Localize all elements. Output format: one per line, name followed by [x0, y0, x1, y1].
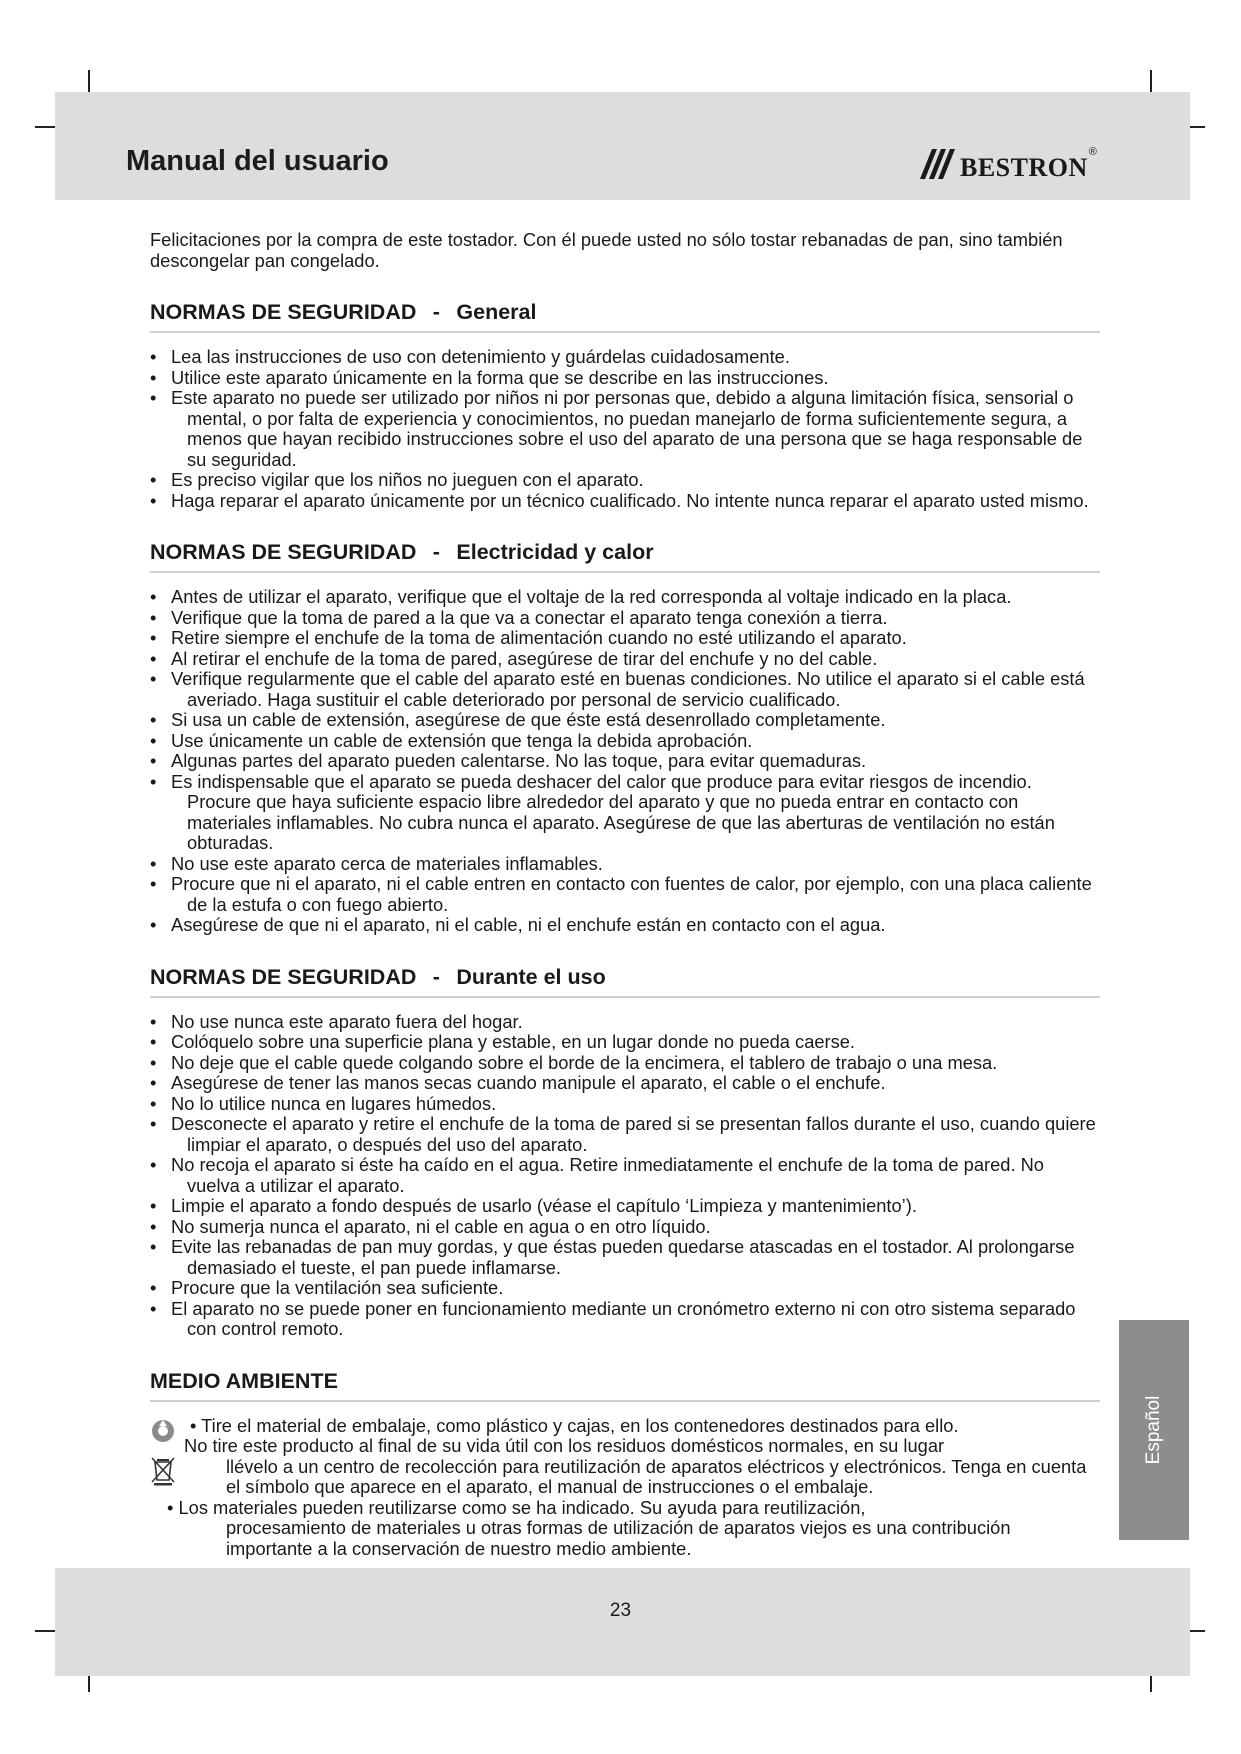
- list-item: • Lea las instrucciones de uso con detenimiento y guárdelas cuidadosamente.: [150, 347, 1100, 368]
- brand-registered-mark: ®: [1088, 146, 1097, 158]
- section-general: [150, 299, 1100, 511]
- list-item: • Al retirar el enchufe de la toma de pared, asegúrese de tirar del enchufe y no del cable.: [150, 649, 1100, 670]
- manual-content: [150, 230, 1100, 1559]
- list-item: • Verifique que la toma de pared a la que va a conectar el aparato tenga conexión a tierra.: [150, 608, 1100, 629]
- section-title: NORMAS DE SEGURIDAD - General: [150, 299, 1100, 333]
- section-title: NORMAS DE SEGURIDAD - Electricidad y calor: [150, 539, 1100, 573]
- brand-logo: [918, 140, 1097, 188]
- list-item: • Retire siempre el enchufe de la toma de alimentación cuando no esté utilizando el aparato.: [150, 628, 1100, 649]
- footer-band: [55, 1568, 1190, 1676]
- section-title: NORMAS DE SEGURIDAD - Durante el uso: [150, 964, 1100, 998]
- recycle-icon: [150, 1418, 176, 1444]
- rule-list: [150, 587, 1100, 936]
- section-electricity: [150, 539, 1100, 936]
- list-item: • Asegúrese de tener las manos secas cuando manipule el aparato, el cable o el enchufe.: [150, 1073, 1100, 1094]
- list-item: • No deje que el cable quede colgando sobre el borde de la encimera, el tablero de trabajo o una mesa.: [150, 1053, 1100, 1074]
- list-item: • Evite las rebanadas de pan muy gordas, y que éstas pueden quedarse atascadas en el tostador. Al prolongarse demasiado el tueste, el pan puede inflamarse.: [150, 1237, 1100, 1278]
- list-item: • Algunas partes del aparato pueden calentarse. No las toque, para evitar quemaduras.: [150, 751, 1100, 772]
- list-item: • Si usa un cable de extensión, asegúrese de que éste está desenrollado completamente.: [150, 710, 1100, 731]
- list-item: • Es indispensable que el aparato se pueda deshacer del calor que produce para evitar riesgos de incendio. Procure que haya suficiente espacio libre alrededor del aparato y que no pueda entrar en contacto con materiales inflamables. No cubra nunca el aparato. Asegúrese de que las aberturas de ventilación no están obturadas.: [150, 772, 1100, 854]
- list-item: • Asegúrese de que ni el aparato, ni el cable, ni el enchufe están en contacto con el agua.: [150, 915, 1100, 936]
- list-item: • No sumerja nunca el aparato, ni el cable en agua o en otro líquido.: [150, 1217, 1100, 1238]
- language-tab-label: Español: [1143, 1395, 1164, 1465]
- list-item: • No use este aparato cerca de materiales inflamables.: [150, 854, 1100, 875]
- brand-name: bestron: [960, 143, 1088, 185]
- environment-icons: [150, 1418, 180, 1491]
- list-item: • Procure que la ventilación sea suficiente.: [150, 1278, 1100, 1299]
- environment-text: [150, 1416, 1100, 1560]
- environment-line: • Tire el material de embalaje, como plástico y cajas, en los contenedores destinados para ello.: [190, 1414, 959, 1436]
- environment-line: No tire este producto al final de su vida útil con los residuos domésticos normales, en su lugar: [184, 1435, 945, 1456]
- rule-list: [150, 1012, 1100, 1340]
- section-during-use: [150, 964, 1100, 1340]
- environment-line: llévelo a un centro de recolección para reutilización de aparatos eléctricos y electrónicos. Tenga en cuenta el símbolo que aparece en el aparato, el manual de instrucciones o el embalaje.: [226, 1455, 1087, 1497]
- environment-line: procesamiento de materiales u otras formas de utilización de aparatos viejos es una contribución importante a la conservación de nuestro medio ambiente.: [226, 1517, 1011, 1559]
- list-item: • Utilice este aparato únicamente en la forma que se describe en las instrucciones.: [150, 368, 1100, 389]
- intro-paragraph: Felicitaciones por la compra de este tostador. Con él puede usted no sólo tostar rebanadas de pan, sino también descongelar pan congelado.: [150, 229, 1063, 271]
- section-environment: [150, 1368, 1100, 1560]
- list-item: • No use nunca este aparato fuera del hogar.: [150, 1012, 1100, 1033]
- list-item: • No recoja el aparato si éste ha caído en el agua. Retire inmediatamente el enchufe de la toma de pared. No vuelva a utilizar el aparato.: [150, 1155, 1100, 1196]
- list-item: • El aparato no se puede poner en funcionamiento mediante un cronómetro externo ni con otro sistema separado con control remoto.: [150, 1299, 1100, 1340]
- brand-chevrons-icon: [918, 147, 956, 181]
- environment-line: • Los materiales pueden reutilizarse como se ha indicado. Su ayuda para reutilización,: [167, 1496, 866, 1518]
- list-item: • Verifique regularmente que el cable del aparato esté en buenas condiciones. No utilice el aparato si el cable está averiado. Haga sustituir el cable deteriorado por personal de servicio cualificado.: [150, 669, 1100, 710]
- list-item: • Este aparato no puede ser utilizado por niños ni por personas que, debido a alguna limitación física, sensorial o mental, o por falta de experiencia y conocimientos, no puedan manejarlo de forma suficientemente segura, a menos que hayan recibido instrucciones sobre el uso del aparato de una persona que se haga responsable de su seguridad.: [150, 388, 1100, 470]
- page-number: 23: [609, 1600, 632, 1621]
- list-item: • Use únicamente un cable de extensión que tenga la debida aprobación.: [150, 731, 1100, 752]
- list-item: • Antes de utilizar el aparato, verifique que el voltaje de la red corresponda al voltaje indicado en la placa.: [150, 587, 1100, 608]
- list-item: • Procure que ni el aparato, ni el cable entren en contacto con fuentes de calor, por ejemplo, con una placa caliente de la estufa o con fuego abierto.: [150, 874, 1100, 915]
- weee-bin-icon: [150, 1456, 176, 1486]
- list-item: • Desconecte el aparato y retire el enchufe de la toma de pared si se presentan fallos durante el uso, cuando quiere limpiar el aparato, o después del uso del aparato.: [150, 1114, 1100, 1155]
- list-item: • Haga reparar el aparato únicamente por un técnico cualificado. No intente nunca reparar el aparato usted mismo.: [150, 491, 1100, 512]
- list-item: • Colóquelo sobre una superficie plana y estable, en un lugar donde no pueda caerse.: [150, 1032, 1100, 1053]
- page-title: Manual del usuario: [126, 145, 389, 177]
- list-item: • Limpie el aparato a fondo después de usarlo (véase el capítulo ‘Limpieza y mantenimiento’).: [150, 1196, 1100, 1217]
- section-title: MEDIO AMBIENTE: [150, 1368, 1100, 1402]
- environment-notes: [150, 1416, 1100, 1560]
- language-tab: [1119, 1320, 1189, 1540]
- list-item: • No lo utilice nunca en lugares húmedos.: [150, 1094, 1100, 1115]
- list-item: • Es preciso vigilar que los niños no jueguen con el aparato.: [150, 470, 1100, 491]
- rule-list: [150, 347, 1100, 511]
